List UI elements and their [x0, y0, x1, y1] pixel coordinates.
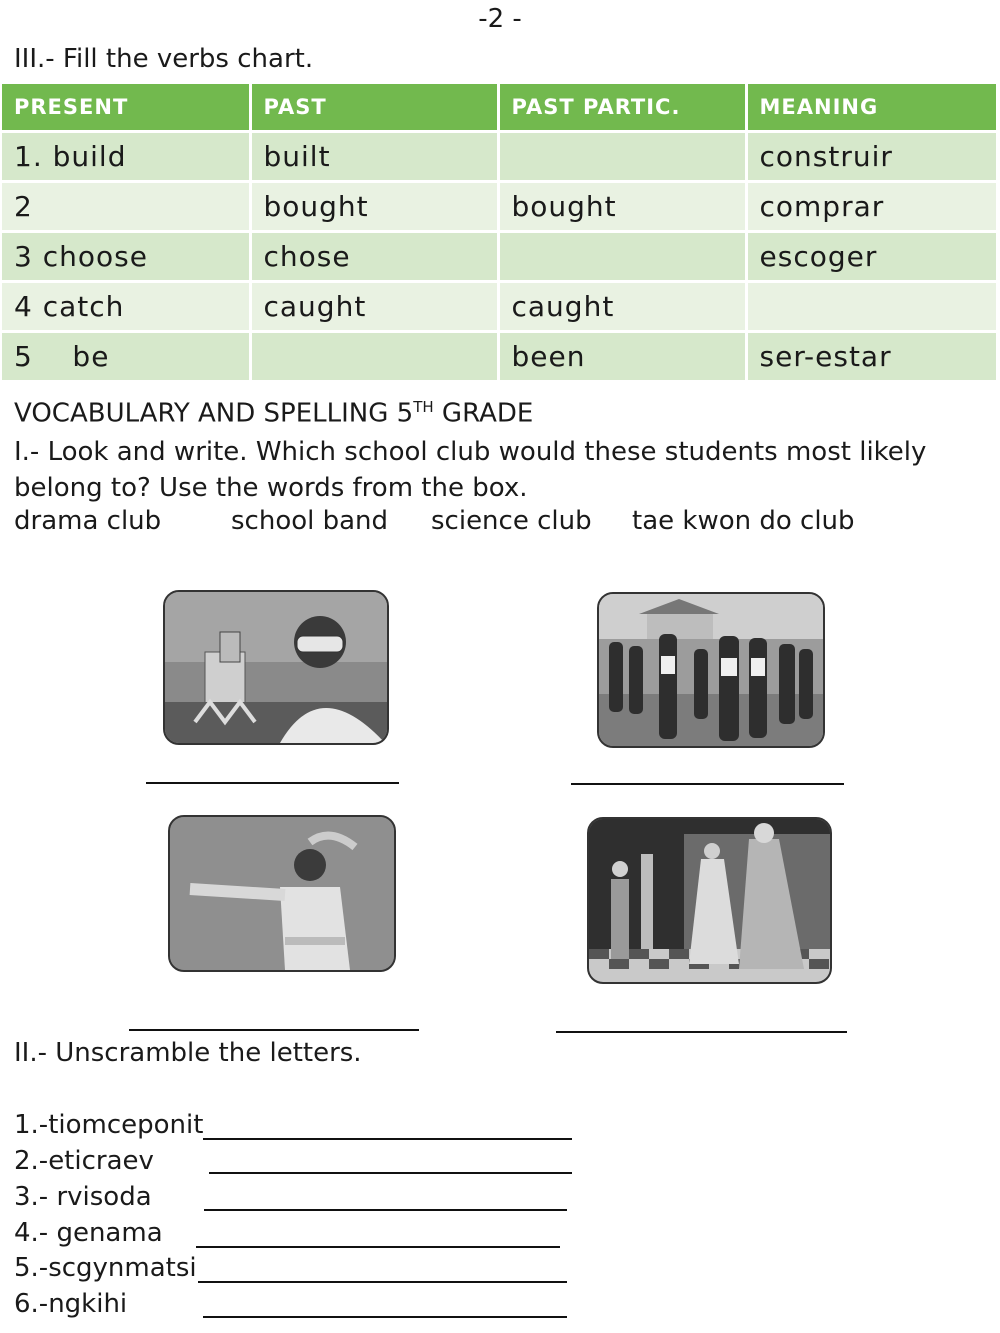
list-item: 6.-ngkihi: [14, 1289, 128, 1319]
cell-meaning[interactable]: [746, 282, 996, 332]
science-photo: [163, 590, 389, 745]
unscramble-title: II.- Unscramble the letters.: [14, 1038, 362, 1068]
answer-line-band[interactable]: [571, 783, 844, 785]
list-item: 3.- rvisoda: [14, 1182, 152, 1212]
header-past-participle: PAST PARTIC.: [498, 84, 746, 132]
vocab-title: VOCABULARY AND SPELLING 5TH GRADE: [14, 398, 534, 429]
word-tae-kwon-do-club: tae kwon do club: [632, 506, 855, 536]
drama-photo: [587, 817, 832, 984]
table-row: [2, 332, 996, 381]
verbs-chart: [2, 84, 996, 380]
cell-past[interactable]: [250, 332, 498, 381]
header-present: PRESENT: [2, 84, 250, 132]
cell-past: built: [250, 132, 498, 182]
cell-past-participle: caught: [498, 282, 746, 332]
cell-present: 4 catch: [2, 282, 250, 332]
cell-meaning: ser-estar: [746, 332, 996, 381]
list-item: 1.-tiomceponit: [14, 1110, 204, 1140]
list-item: 4.- genama: [14, 1218, 163, 1248]
word-science-club: science club: [431, 506, 592, 536]
list-item: 2.-eticraev: [14, 1146, 154, 1176]
header-past: PAST: [250, 84, 498, 132]
table-row: [2, 232, 996, 282]
answer-line-science[interactable]: [146, 782, 399, 784]
table-row: [2, 282, 996, 332]
cell-past-participle: been: [498, 332, 746, 381]
page-number: -2 -: [478, 4, 522, 34]
answer-line[interactable]: [209, 1172, 572, 1174]
cell-present: 5 be: [2, 332, 250, 381]
taekwondo-photo: [168, 815, 396, 972]
cell-past-participle: bought: [498, 182, 746, 232]
cell-past-participle[interactable]: [498, 132, 746, 182]
cell-past: bought: [250, 182, 498, 232]
answer-line[interactable]: [204, 1209, 567, 1211]
answer-line-taekwondo[interactable]: [129, 1029, 419, 1031]
cell-present: 3 choose: [2, 232, 250, 282]
list-item: 5.-scgynmatsi: [14, 1253, 197, 1283]
band-photo: [597, 592, 825, 748]
answer-line-drama[interactable]: [556, 1031, 847, 1033]
answer-line[interactable]: [198, 1281, 567, 1283]
cell-meaning: escoger: [746, 232, 996, 282]
cell-past-participle[interactable]: [498, 232, 746, 282]
answer-line[interactable]: [203, 1316, 567, 1318]
header-meaning: MEANING: [746, 84, 996, 132]
word-box: [14, 506, 994, 540]
verbs-chart-header: [2, 84, 996, 132]
cell-meaning: comprar: [746, 182, 996, 232]
table-row: [2, 132, 996, 182]
cell-present: 1. build: [2, 132, 250, 182]
cell-past: caught: [250, 282, 498, 332]
answer-line[interactable]: [196, 1246, 560, 1248]
word-school-band: school band: [231, 506, 389, 536]
answer-line[interactable]: [203, 1138, 572, 1140]
table-row: [2, 182, 996, 232]
cell-meaning: construir: [746, 132, 996, 182]
cell-present[interactable]: 2: [2, 182, 250, 232]
vocab-instruction: I.- Look and write. Which school club would these students most likely belong to? Use the words from the box.: [14, 437, 927, 503]
word-drama-club: drama club: [14, 506, 162, 536]
cell-past: chose: [250, 232, 498, 282]
section-verbs-title: III.- Fill the verbs chart.: [14, 44, 314, 74]
